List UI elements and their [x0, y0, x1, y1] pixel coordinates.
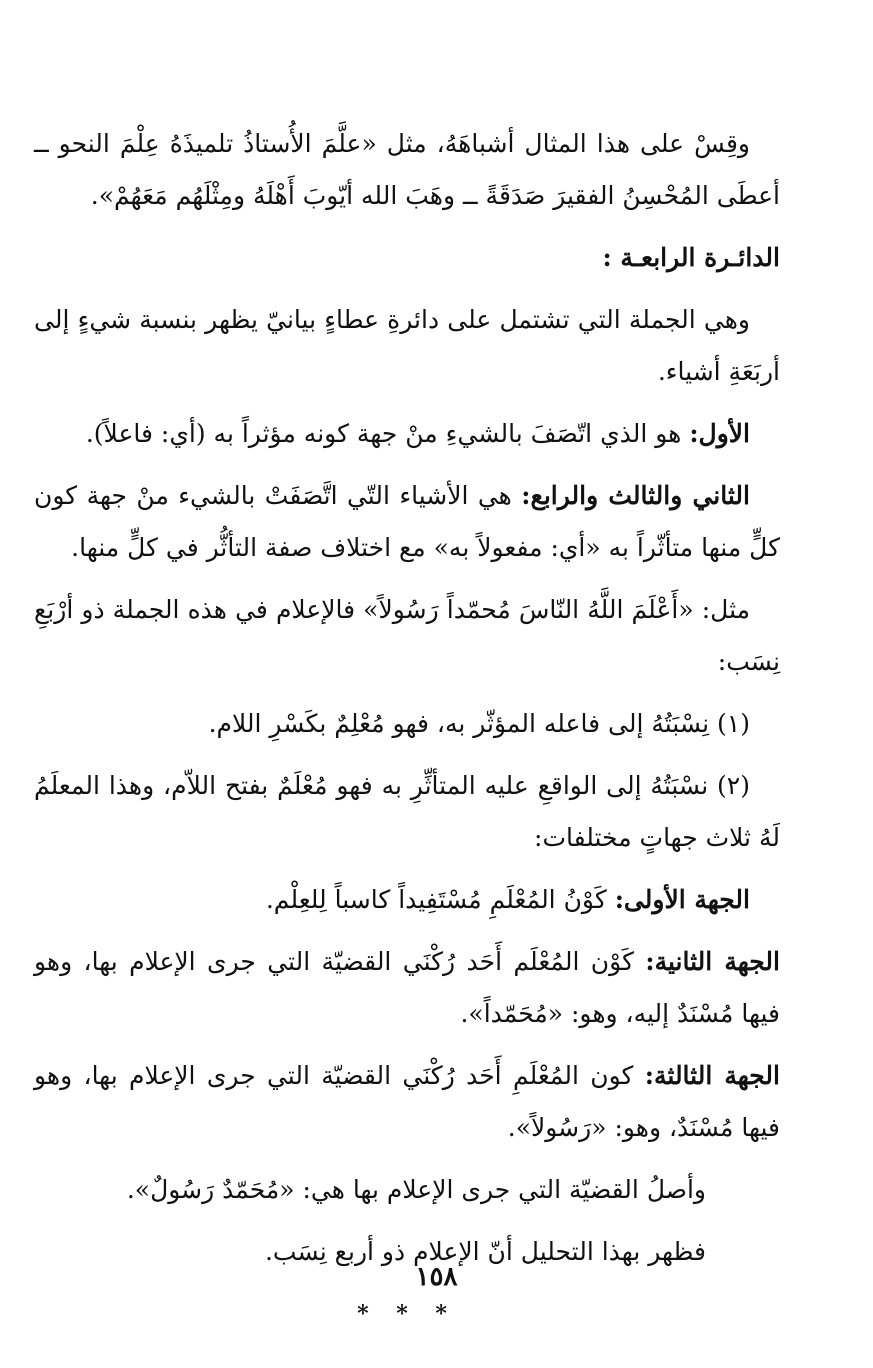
page-number: ١٥٨ [415, 1262, 458, 1292]
paragraph-example: مثل: «أَعْلَمَ اللَّهُ النّاسَ مُحمّداً رَسُولاً» فالإعلام في هذه الجملة ذو أرْبَعِ نِسَب: [34, 595, 780, 676]
label-direction-3: الجهة الثالثة: [644, 1061, 780, 1090]
list-item-1: (١) نِسْبَتُهُ إلى فاعله المؤثّر به، فهو مُعْلِمٌ بكَسْرِ اللام. [208, 709, 750, 738]
text-direction-2: كَوْن المُعْلَم أَحَد رُكْنَي القضيّة التي جرى الإعلام بها، وهو فيها مُسْنَدٌ إليه، وهو: «مُحَمّداً». [34, 947, 780, 1028]
section-divider-stars: * * * [357, 1301, 457, 1327]
paragraph-definition: وهي الجملة التي تشتمل على دائرةِ عطاءٍ بيانيّ يظهر بنسبة شيءٍ إلى أربَعَةِ أشياء. [34, 305, 780, 386]
paragraph-first [34, 408, 780, 460]
text-direction-3: كون المُعْلَمِ أَحَد رُكْنَي القضيّة التي جرى الإعلام بها، وهو فيها مُسْنَدٌ، وهو: «رَسُولاً». [34, 1061, 780, 1142]
text-second-third-fourth: هي الأشياء التّي اتَّصَفَتْ بالشيء منْ جهة كون كلٍّ منها متأثّراً به «أي: مفعولاً به» مع اختلاف صفة التأثُّر في كلٍّ منها. [34, 481, 780, 562]
book-page-body [34, 118, 780, 1340]
paragraph-second-third-fourth [34, 470, 780, 574]
list-item-2: (٢) نسْبَتُهُ إلى الواقعِ عليه المتأثِّرِ به فهو مُعْلَمٌ بفتح اللاّم، وهذا المعلَمُ لَهُ ثلاث جهاتٍ مختلفات: [34, 771, 780, 852]
text-first: هو الذي اتّصَفَ بالشيءِ منْ جهة كونه مؤثراً به (أي: فاعلاً). [85, 419, 690, 448]
label-second-third-fourth: الثاني والثالث والرابع: [521, 481, 750, 510]
label-direction-2: الجهة الثانية: [645, 947, 780, 976]
paragraph-direction-1 [34, 874, 780, 926]
paragraph-direction-3 [34, 1050, 780, 1154]
paragraph-origin: وأصلُ القضيّة التي جرى الإعلام بها هي: «مُحَمّدٌ رَسُولٌ». [126, 1175, 706, 1204]
paragraph-conclusion: فظهر بهذا التحليل أنّ الإعلام ذو أربع نِسَب. [264, 1237, 706, 1266]
label-direction-1: الجهة الأولى: [614, 885, 750, 914]
paragraph-analogy: وقِسْ على هذا المثال أشباهَهُ، مثل «علَّمَ الأُستاذُ تلميذَهُ عِلْمَ النحو ــ أعطَى المُحْسِنُ الفقيرَ صَدَقَةً ــ وهَبَ الله أيّوبَ أَهْلَهُ ومِثْلَهُم مَعَهُمْ». [34, 129, 780, 210]
section-heading-fourth-circle: الدائـرة الرابعـة : [602, 243, 780, 272]
label-first: الأول: [689, 419, 750, 448]
paragraph-direction-2 [34, 936, 780, 1040]
text-direction-1: كَوْنُ المُعْلَمِ مُسْتَفِيداً كاسباً لِلعِلْم. [265, 885, 615, 914]
